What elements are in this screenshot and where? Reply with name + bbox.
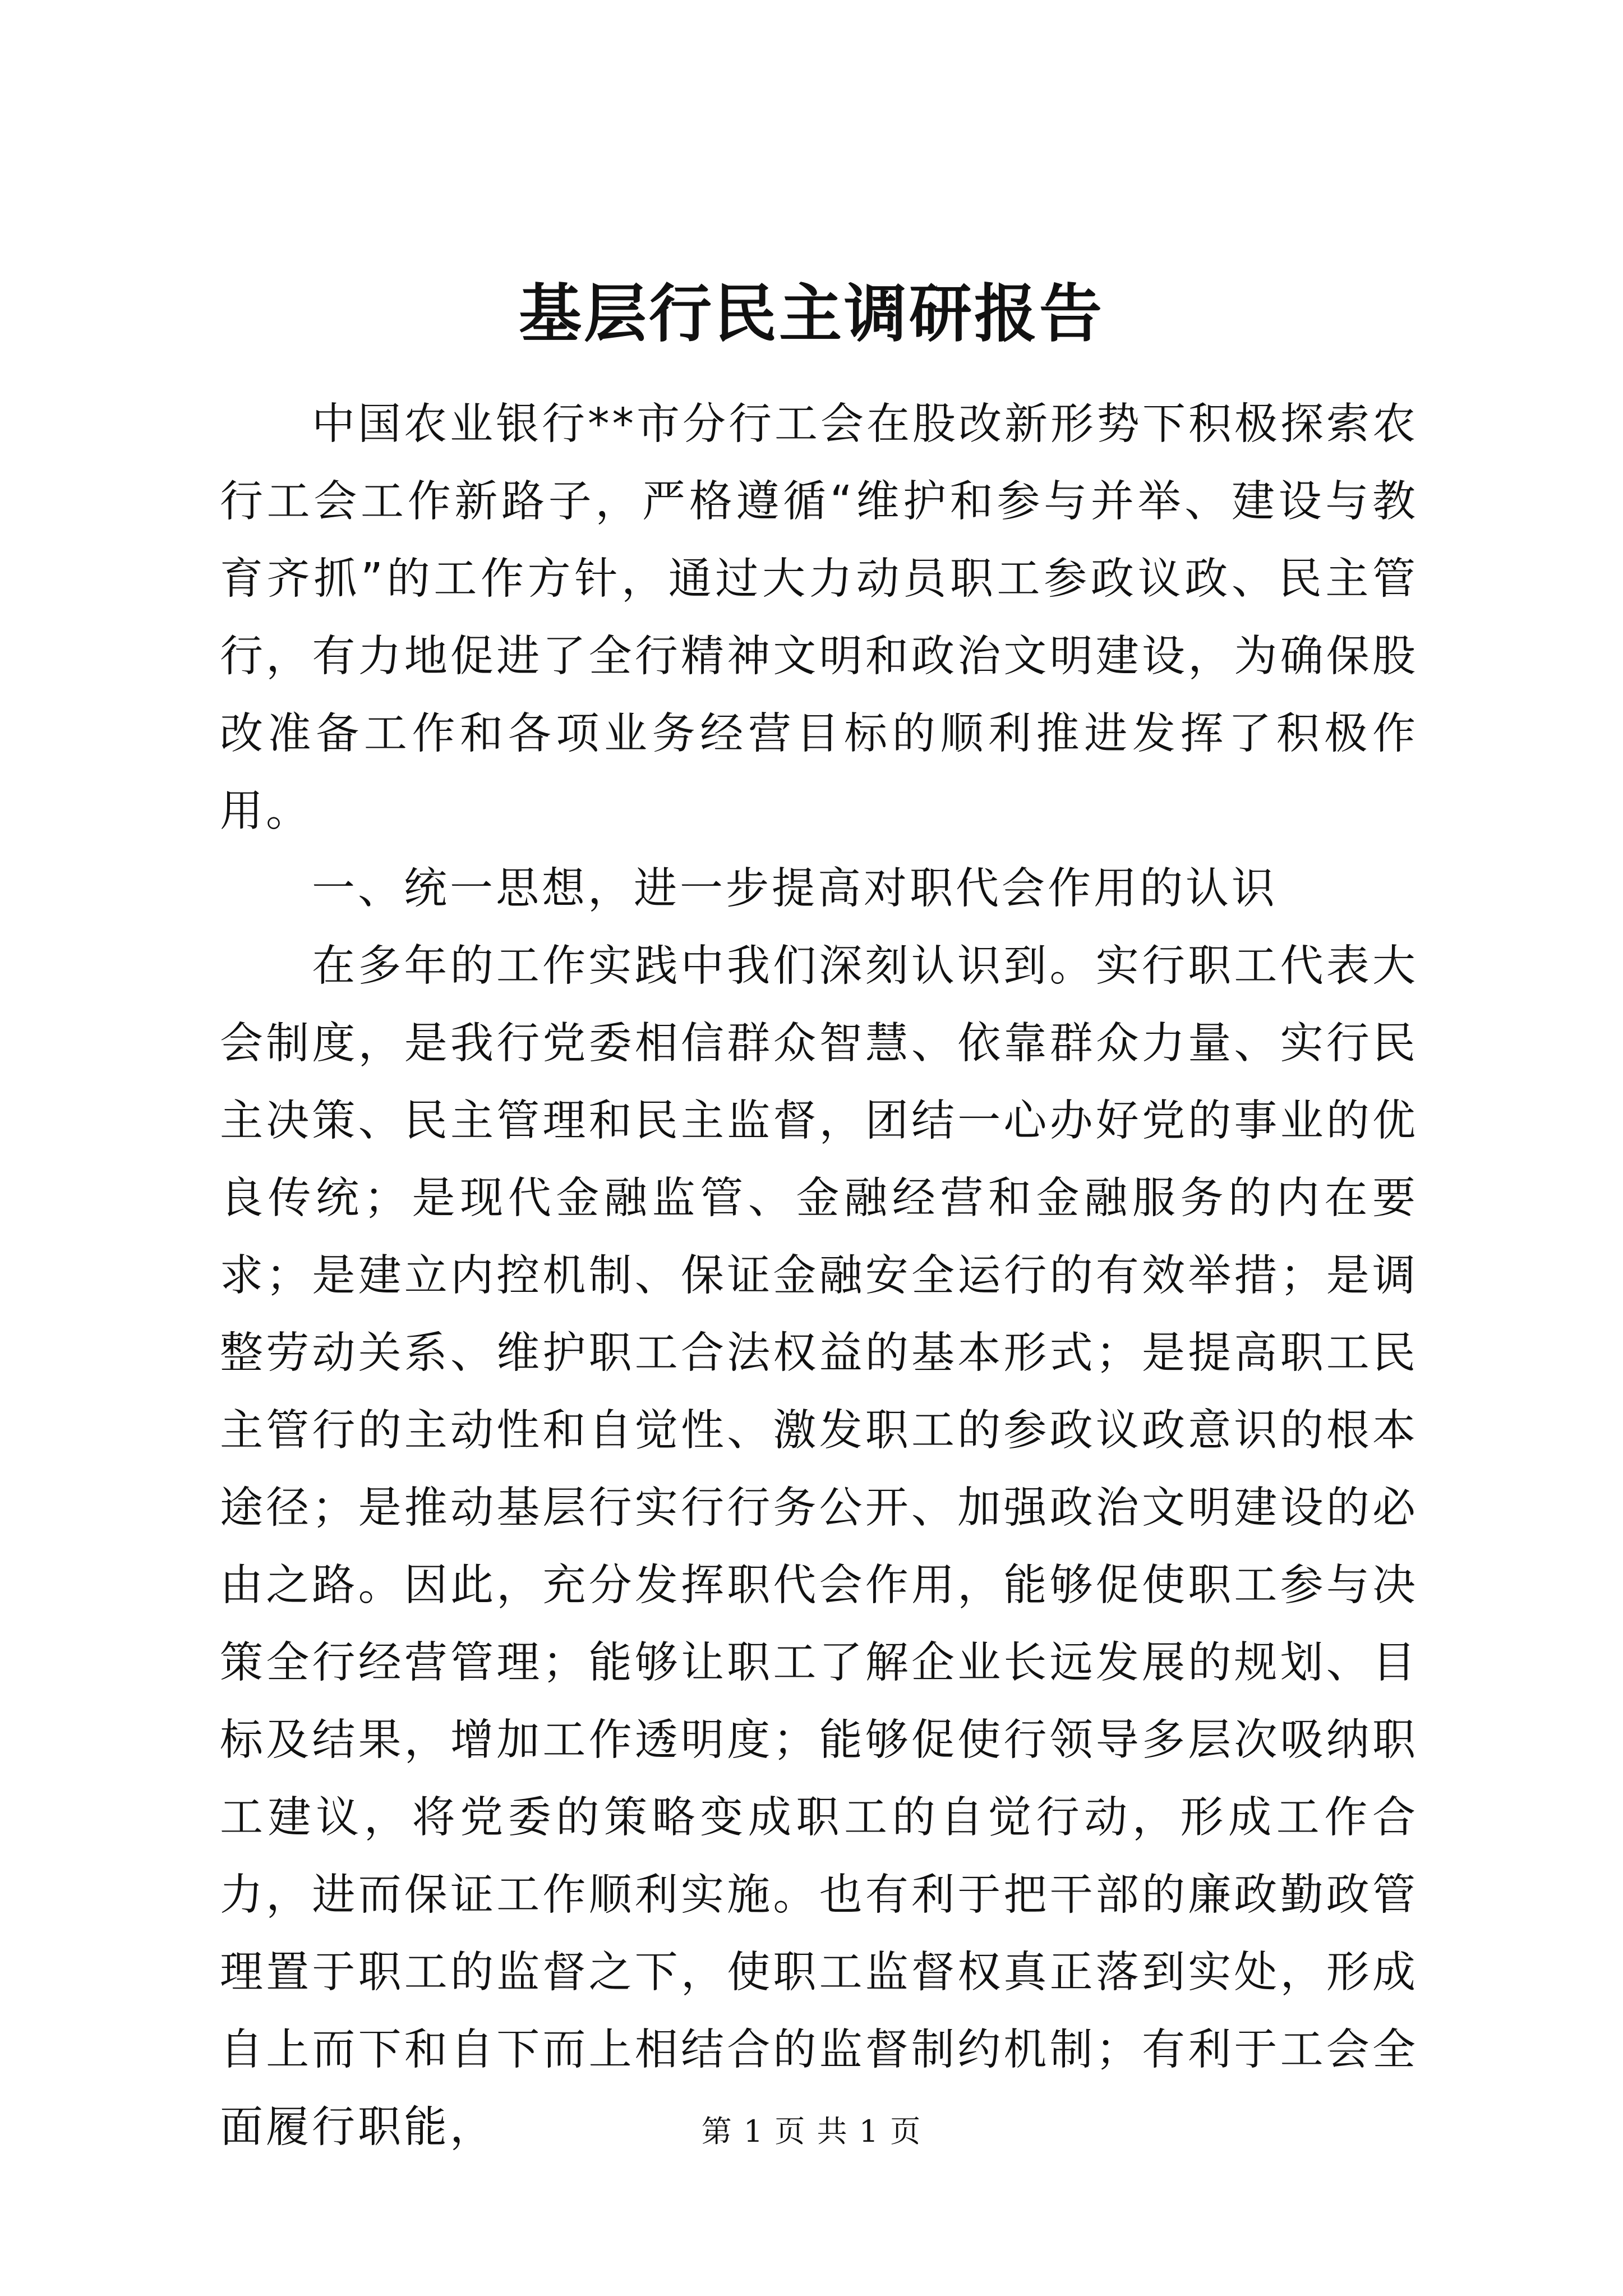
body-paragraph-intro: 中国农业银行**市分行工会在股改新形势下积极探索农行工会工作新路子，严格遵循“维护和参与并举、建设与教育齐抓”的工作方针，通过大力动员职工参政议政、民主管行，有力地促进了全行精神文明和政治文明建设，为确保股改准备工作和各项业务经营目标的顺利推进发挥了积极作用。: [220, 399, 1418, 836]
page-footer: 第 1 页 共 1 页: [701, 2114, 922, 2149]
section-heading-1: 一、统一思想，进一步提高对职代会作用的认识: [312, 864, 1278, 914]
document-body: [220, 386, 1418, 2166]
document-title: 基层行民主调研报告: [519, 277, 1104, 351]
body-paragraph-section-1: 在多年的工作实践中我们深刻认识到。实行职工代表大会制度，是我行党委相信群众智慧、依靠群众力量、实行民主决策、民主管理和民主监督，团结一心办好党的事业的优良传统；是现代金融监管、金融经营和金融服务的内在要求；是建立内控机制、保证金融安全运行的有效举措；是调整劳动关系、维护职工合法权益的基本形式；是提高职工民主管行的主动性和自觉性、激发职工的参政议政意识的根本途径；是推动基层行实行行务公开、加强政治文明建设的必由之路。因此，充分发挥职代会作用，能够促使职工参与决策全行经营管理；能够让职工了解企业长远发展的规划、目标及结果，增加工作透明度；能够促使行领导多层次吸纳职工建议，将党委的策略变成职工的自觉行动，形成工作合力，进而保证工作顺利实施。也有利于把干部的廉政勤政管理置于职工的监督之下，使职工监督权真正落到实处，形成自上而下和自下而上相结合的监督制约机制；有利于工会全面履行职能，: [220, 941, 1418, 2152]
